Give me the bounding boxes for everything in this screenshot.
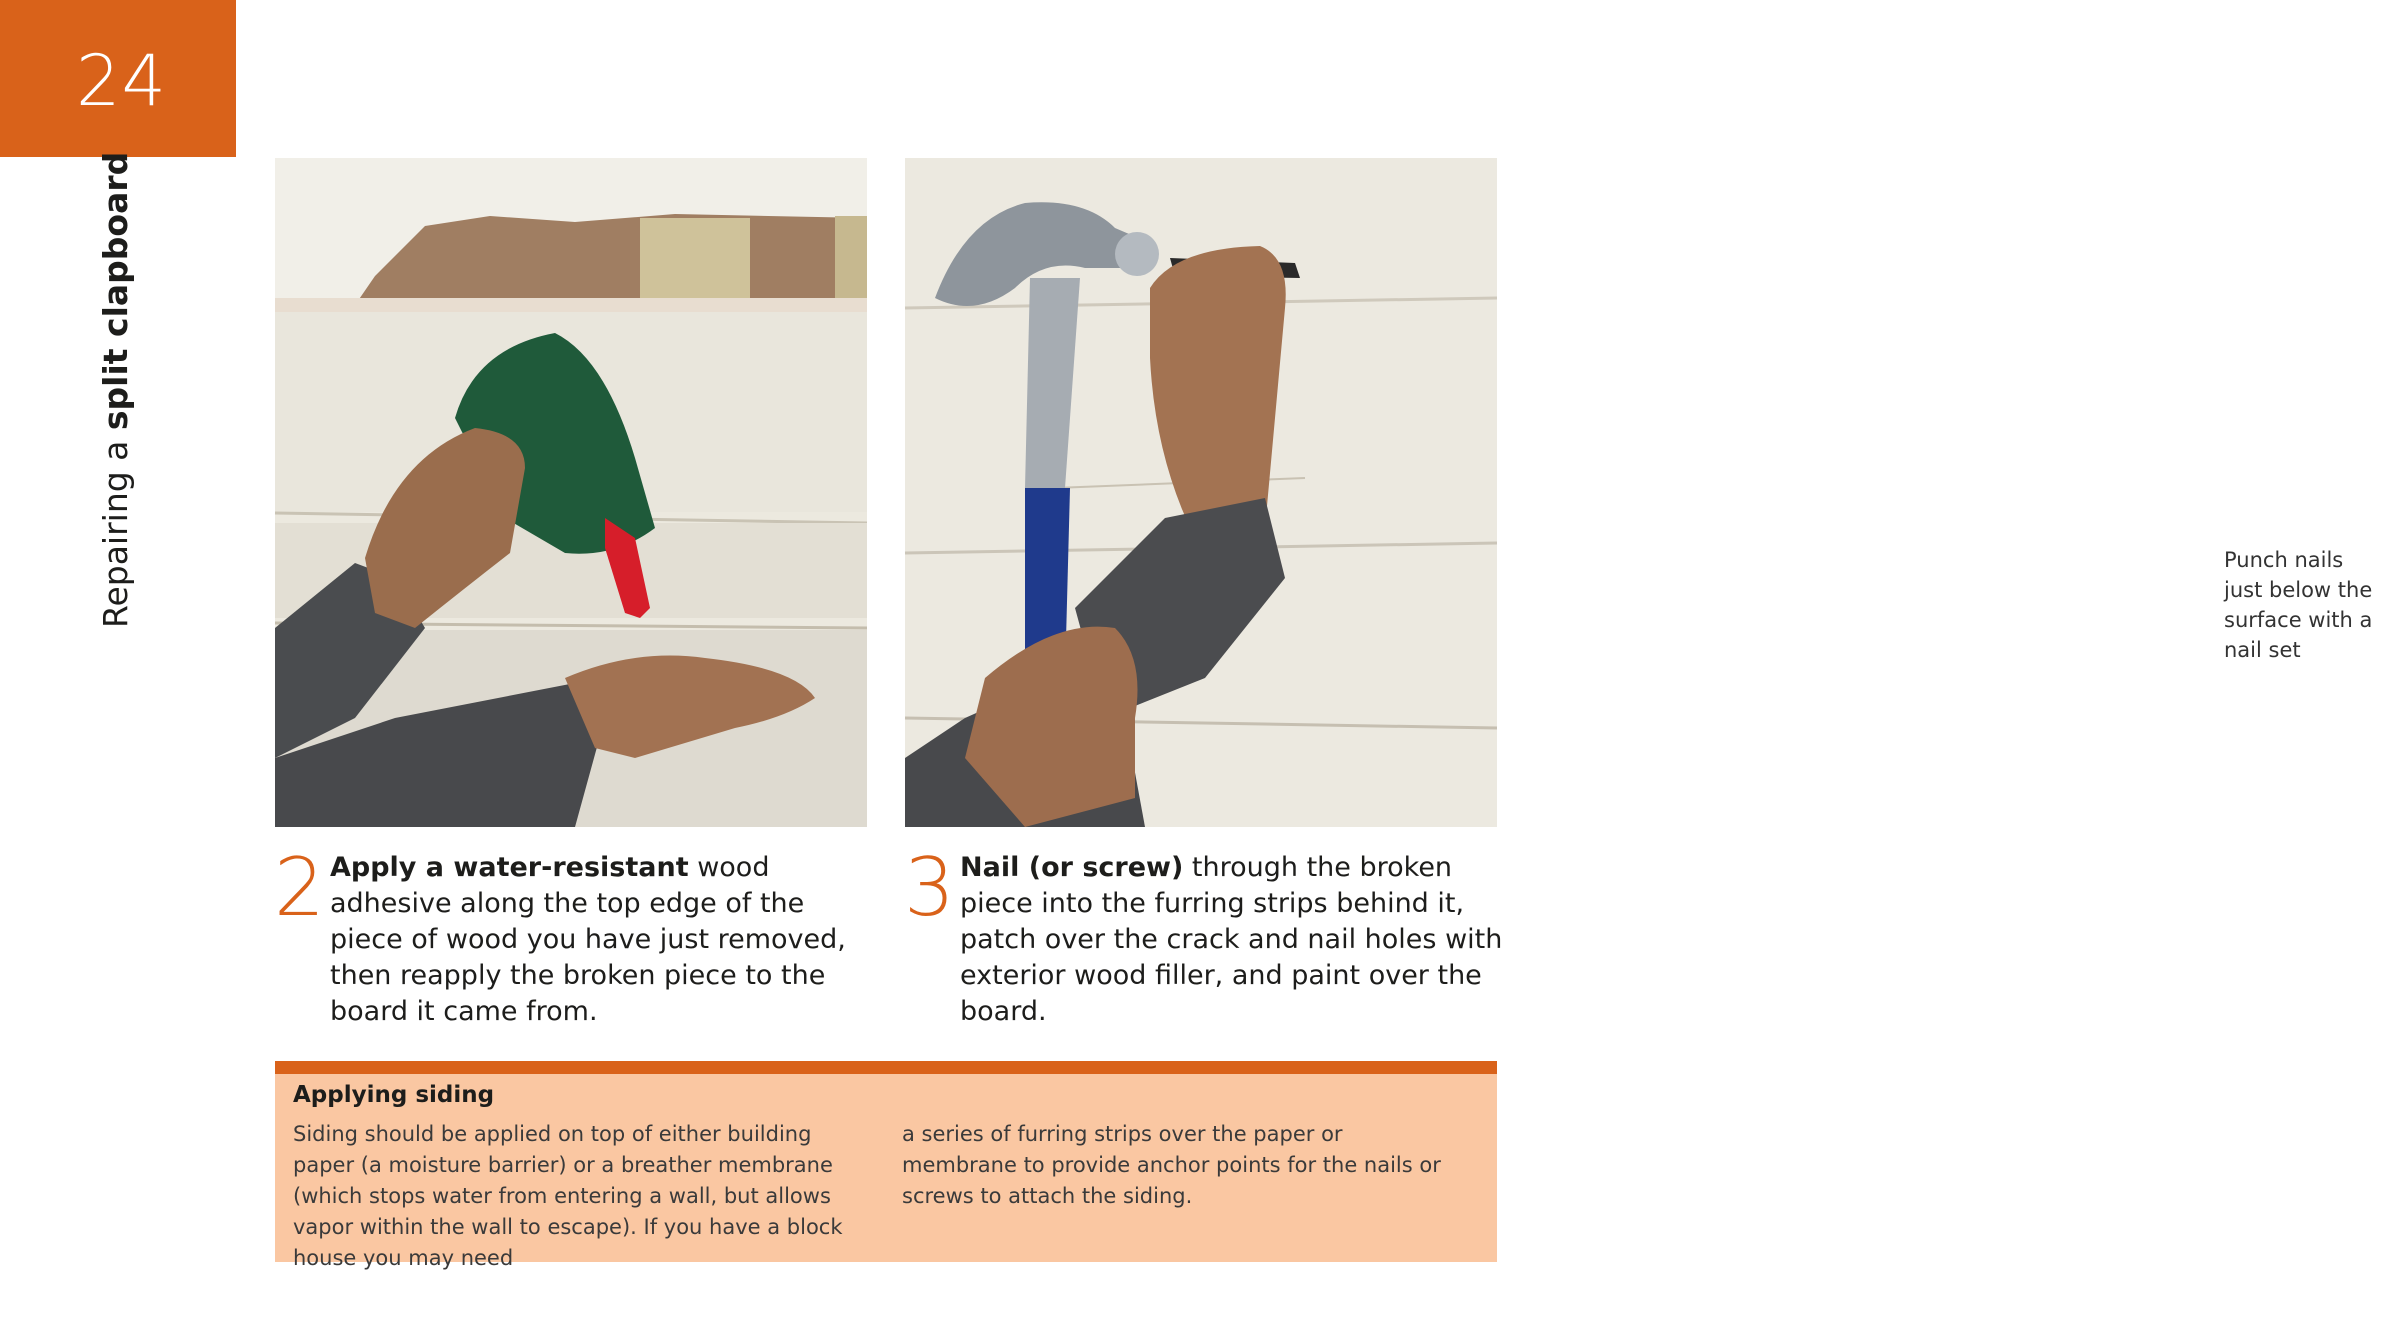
step-3-number: 3 [904,841,955,934]
step-3-text [960,850,1514,1030]
step-2-text [330,850,874,1030]
tip-box-accent-bar [275,1061,1497,1074]
step-2-lead: Apply a water-resistant [330,852,689,883]
tip-box-column-1: Siding should be applied on top of either building paper (a moisture barrier) or a breather membrane (which stops water from entering a wall, but allows vapor within the wall to escape). If you have a block house you may need [293,1122,843,1270]
section-title-prefix: Repairing a [96,430,135,628]
photo-applying-adhesive [275,158,867,827]
step-3-body: through the broken piece into the furring strips behind it, patch over the crack and nail holes with exterior wood filler, and paint over the board. [960,852,1503,1027]
step-3-lead: Nail (or screw) [960,852,1184,883]
page-number: 24 [76,40,168,122]
page-number-tab [0,0,236,157]
step-2-body: wood adhesive along the top edge of the piece of wood you have just removed, then reapply the broken piece to the board it came from. [330,852,846,1027]
callout-punch-nails: Punch nails just below the surface with a nail set [2213,533,2386,681]
tip-box-column-2: a series of furring strips over the paper or membrane to provide anchor points for the nails or screws to attach the siding. [902,1122,1441,1208]
tip-box-applying-siding [275,1061,1497,1270]
photo-nailing-board [905,158,2373,827]
tip-box-title: Applying siding [293,1082,495,1108]
section-title [94,151,138,628]
step-2-number: 2 [274,841,325,934]
section-title-bold: split clapboard [96,151,135,431]
